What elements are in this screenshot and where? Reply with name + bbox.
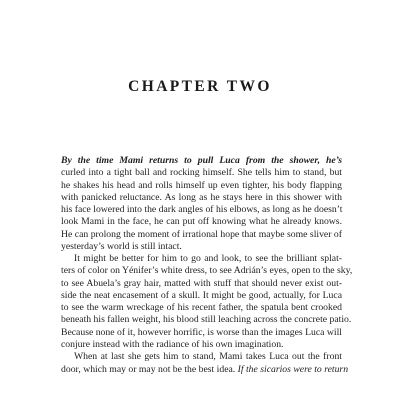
text-line: side the neat encasement of a skull. It might be good, actually, for Luca [61,289,342,301]
text-line: yesterday’s world is still intact. [61,240,182,252]
text-line: to see the warm wreckage of his recent father, the spatula bent crooked [61,302,342,314]
text-line [61,363,349,376]
text-line: look Mami in the face, he can put off knowing what he already knows. [61,216,342,228]
text-line: he shakes his head and rolls himself up even tighter, his body flapping [61,179,342,191]
text-line: When at last she gets him to stand, Mami takes Luca out the front [74,351,342,363]
text-line [61,155,342,167]
text-line: to see Abuela’s gray hair, matted with stuff that should never exist out- [61,277,342,289]
chapter-title: CHAPTER TWO [128,78,272,95]
text-line: Because none of it, however horrific, is worse than the images Luca will [61,326,342,338]
text-line: beneath his fallen weight, his blood still leaching across the concrete patio. [61,314,352,326]
text-segment: door, which may or may not be the best idea. [61,363,236,375]
lead-in-text: By the time Mami returns to pull Luca from the shower, he’s [61,155,342,166]
text-line: It might be better for him to go and look, to see the brilliant splat- [74,253,342,265]
italic-text-segment: If the sicarios were to return [237,363,349,375]
text-line: curled into a tight ball and rocking himself. She tells him to stand, but [61,167,342,179]
text-line: ters of color on Yénifer’s white dress, to see Adrián’s eyes, open to the sky, [61,265,353,277]
text-line: He can prolong the moment of irrational hope that maybe some sliver of [61,228,342,240]
body-text [61,155,353,376]
text-line: his face lowered into the dark angles of his elbows, as long as he doesn’t [61,204,343,216]
text-line: with panicked reluctance. As long as he stays here in this shower with [61,191,342,203]
text-line: conjure instead with the radiance of his own imagination. [61,338,284,350]
